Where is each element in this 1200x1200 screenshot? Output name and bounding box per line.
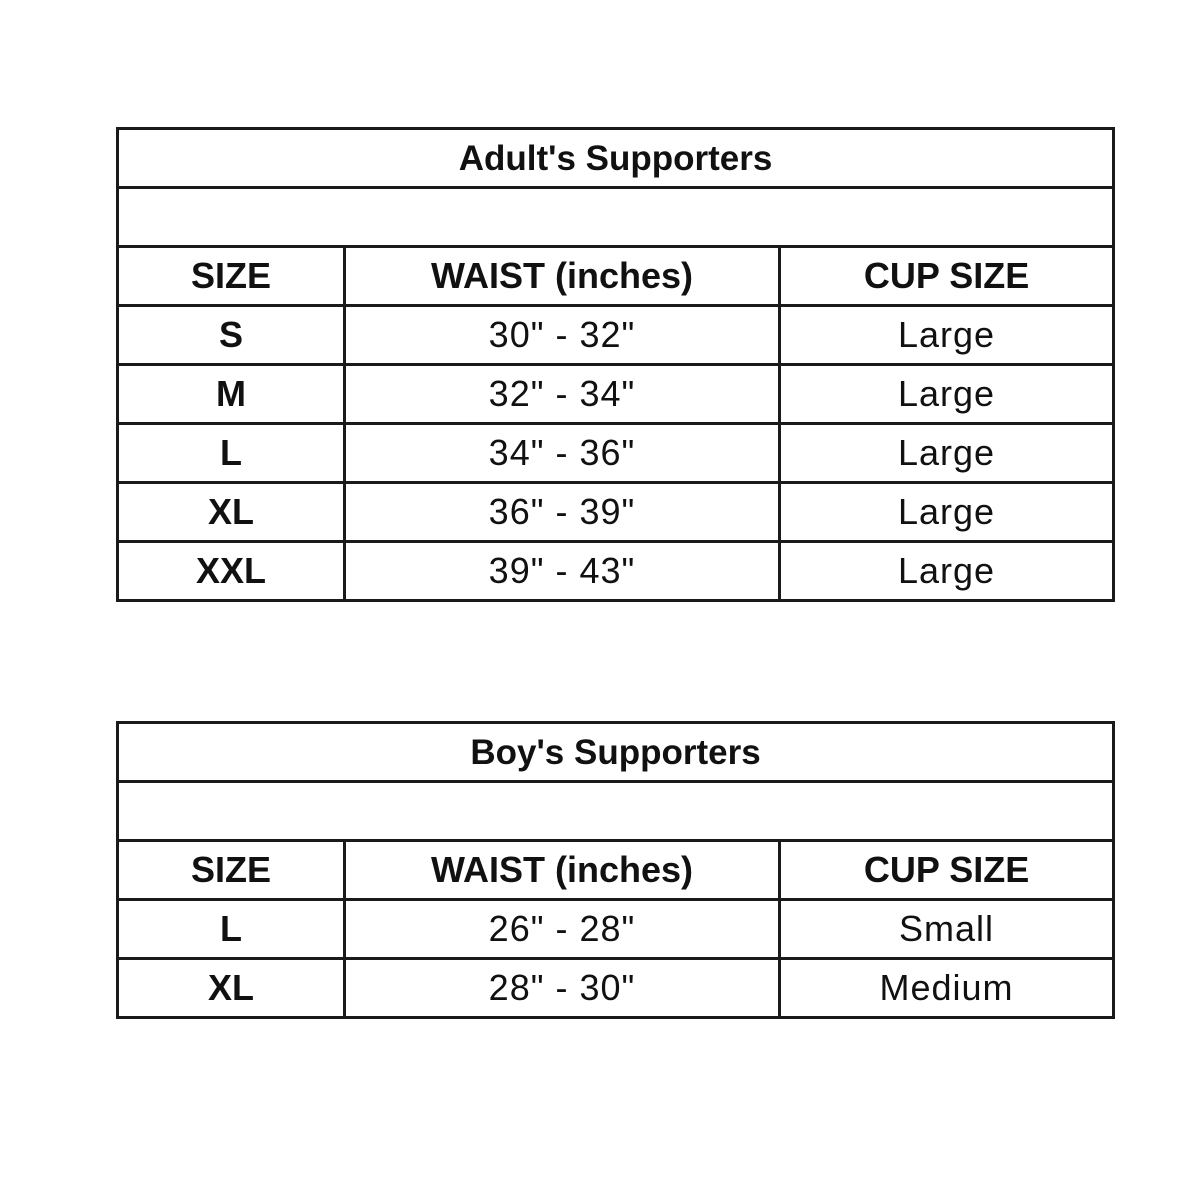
table-title-row	[118, 723, 1114, 782]
waist-cell: 34" - 36"	[345, 424, 780, 483]
table-header-row	[118, 841, 1114, 900]
size-cell: XL	[118, 483, 345, 542]
table-blank-row	[118, 188, 1114, 247]
table-row	[118, 483, 1114, 542]
column-header-waist: WAIST (inches)	[345, 247, 780, 306]
waist-cell: 30" - 32"	[345, 306, 780, 365]
size-cell: L	[118, 900, 345, 959]
cup-size-cell: Medium	[780, 959, 1114, 1018]
column-header-cup-size: CUP SIZE	[780, 247, 1114, 306]
waist-cell: 32" - 34"	[345, 365, 780, 424]
table-row	[118, 365, 1114, 424]
table-row	[118, 306, 1114, 365]
blank-cell	[118, 782, 1114, 841]
size-cell: XL	[118, 959, 345, 1018]
boy-size-table	[116, 721, 1115, 1019]
waist-cell: 36" - 39"	[345, 483, 780, 542]
table-row	[118, 424, 1114, 483]
table-header-row	[118, 247, 1114, 306]
column-header-size: SIZE	[118, 247, 345, 306]
adult-size-table	[116, 127, 1115, 602]
cup-size-cell: Large	[780, 483, 1114, 542]
column-header-size: SIZE	[118, 841, 345, 900]
boy-table-title: Boy's Supporters	[118, 723, 1114, 782]
size-cell: L	[118, 424, 345, 483]
size-cell: M	[118, 365, 345, 424]
adult-table-title: Adult's Supporters	[118, 129, 1114, 188]
cup-size-cell: Large	[780, 306, 1114, 365]
table-blank-row	[118, 782, 1114, 841]
table-row	[118, 959, 1114, 1018]
waist-cell: 26" - 28"	[345, 900, 780, 959]
cup-size-cell: Large	[780, 365, 1114, 424]
cup-size-cell: Small	[780, 900, 1114, 959]
table-row	[118, 900, 1114, 959]
column-header-cup-size: CUP SIZE	[780, 841, 1114, 900]
waist-cell: 39" - 43"	[345, 542, 780, 601]
column-header-waist: WAIST (inches)	[345, 841, 780, 900]
table-title-row	[118, 129, 1114, 188]
cup-size-cell: Large	[780, 424, 1114, 483]
cup-size-cell: Large	[780, 542, 1114, 601]
waist-cell: 28" - 30"	[345, 959, 780, 1018]
size-cell: S	[118, 306, 345, 365]
table-row	[118, 542, 1114, 601]
size-cell: XXL	[118, 542, 345, 601]
blank-cell	[118, 188, 1114, 247]
